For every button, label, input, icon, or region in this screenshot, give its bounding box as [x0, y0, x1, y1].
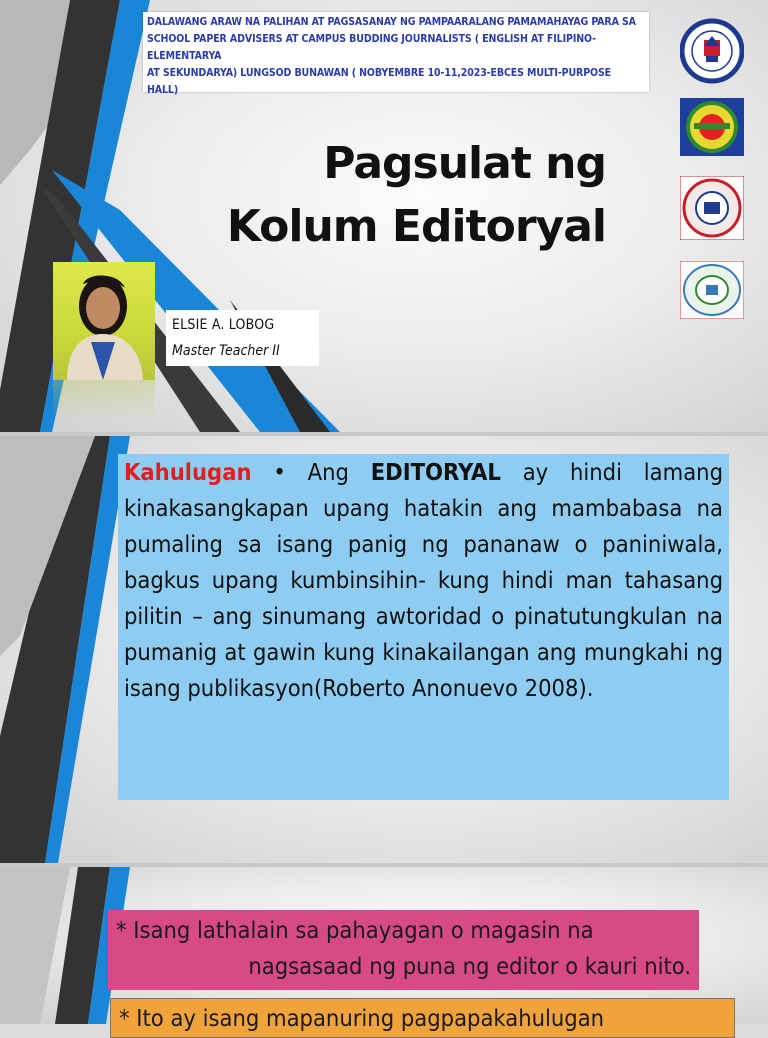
- deped-seal-icon: [680, 16, 744, 86]
- slide-title-line1: Pagsulat ng: [323, 138, 606, 189]
- point-box-2: [110, 998, 735, 1038]
- point-line: * Ito ay isang mapanuring pagpapakahulugan: [119, 1004, 605, 1032]
- point-line: * Isang lathalain sa pahayagan o magasin na: [116, 916, 594, 944]
- presenter-role: Master Teacher II: [172, 343, 280, 359]
- title-slide: [0, 0, 768, 432]
- bullet-text: • Ang: [251, 458, 371, 486]
- school-seal-icon: [680, 98, 744, 156]
- point-box-1: [108, 910, 699, 990]
- slide-title-line2: Kolum Editoryal: [226, 201, 606, 252]
- presenter-namebox: [166, 310, 319, 366]
- term-label: Kahulugan: [124, 458, 252, 486]
- bunawan-district-seal-icon: [680, 176, 744, 240]
- keyword-label: EDITORYAL: [370, 458, 501, 486]
- definition-text: ay hindi lamang kinakasangkapan upang hatakin ang mambabasa na pumaling sa isang panig ng pananaw o paniniwala, bagkus upang kumbinsihin- kung hindi man tahasang pilitin – ang sinumang awtoridad o pinatutungkulan na pumanig at gawin kung kinakailangan ang mungkahi ng isang publikasyon(Roberto Anonuevo 2008).: [124, 458, 723, 702]
- division-seal-icon: [680, 261, 744, 319]
- event-banner: [143, 12, 649, 96]
- photo-reflection: [53, 380, 155, 420]
- presenter-photo: [53, 262, 155, 380]
- presenter-portrait-icon: [53, 262, 155, 380]
- definition-paragraph: [124, 454, 723, 706]
- presenter-name: ELSIE A. LOBOG: [172, 317, 275, 333]
- banner-line: DALAWANG ARAW NA PALIHAN AT PAGSASANAY NG PAMPAARALANG PAMAMAHAYAG PARA SA: [147, 16, 636, 28]
- banner-line: SCHOOL PAPER ADVISERS AT CAMPUS BUDDING JOURNALISTS ( ENGLISH AT FILIPINO-ELEMENTARYA: [147, 33, 597, 62]
- banner-line: AT SEKUNDARYA) LUNGSOD BUNAWAN ( NOBYEMBRE 10-11,2023-EBCES MULTI-PURPOSE HALL): [147, 67, 612, 96]
- definition-box: [118, 454, 729, 800]
- point-line: nagsasaad ng puna ng editor o kauri nito.: [248, 952, 691, 980]
